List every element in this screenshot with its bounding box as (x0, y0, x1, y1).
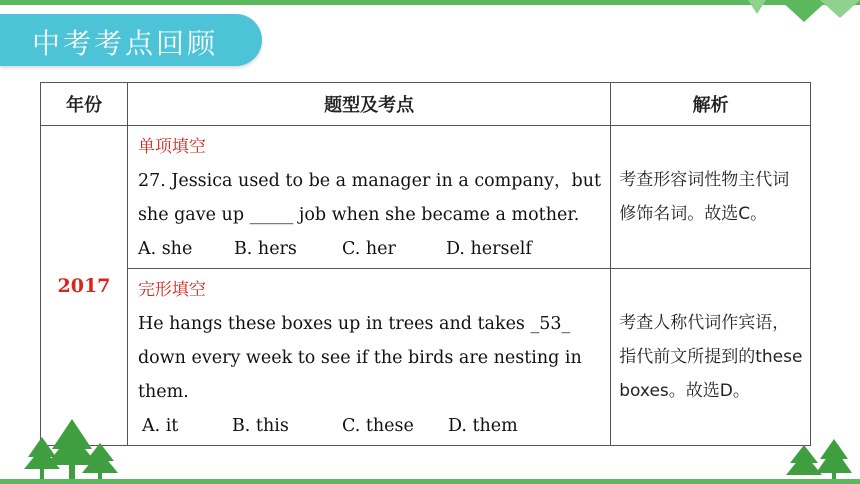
question-text: 27. Jessica used to be a manager in a company，but she gave up _____ job when she became a mother. (137, 171, 602, 225)
question-text (138, 307, 602, 409)
top-right-decoration (740, 0, 860, 26)
option: A. it (141, 416, 179, 436)
top-green-bar (0, 0, 860, 5)
blank-number: _53_ (530, 314, 571, 334)
section-title-banner (0, 14, 262, 66)
question-type-label: 单项填空 (137, 137, 206, 157)
option: D. them (447, 416, 518, 436)
option: B. hers (233, 239, 297, 259)
question-type-label: 完形填空 (137, 280, 206, 300)
option: B. this (231, 416, 289, 436)
option: C. her (341, 239, 396, 259)
option: C. these (341, 416, 414, 436)
tree-decoration (0, 419, 860, 479)
option: D. herself (445, 239, 532, 259)
question-cell (127, 126, 610, 269)
question-text-part: down every week to see if the birds are nesting in them. (137, 348, 582, 402)
analysis-cell: 考查形容词性物主代词修饰名词。故选C。 (611, 126, 811, 269)
table-header-row (41, 83, 811, 126)
header-analysis: 解析 (611, 83, 811, 126)
table-row (41, 126, 811, 269)
question-text-part: He hangs these boxes up in trees and takes (137, 314, 531, 334)
option: A. she (137, 239, 193, 259)
year-cell: 2017 (41, 126, 128, 446)
section-title: 中考考点回顾 (32, 27, 219, 60)
options-line (138, 232, 602, 266)
header-year: 年份 (41, 83, 128, 126)
review-table (40, 82, 811, 446)
header-question-type: 题型及考点 (127, 83, 610, 126)
bottom-green-bar (0, 479, 860, 484)
analysis-cell: 考查人称代词作宾语，指代前文所提到的these boxes。故选D。 (611, 269, 811, 446)
